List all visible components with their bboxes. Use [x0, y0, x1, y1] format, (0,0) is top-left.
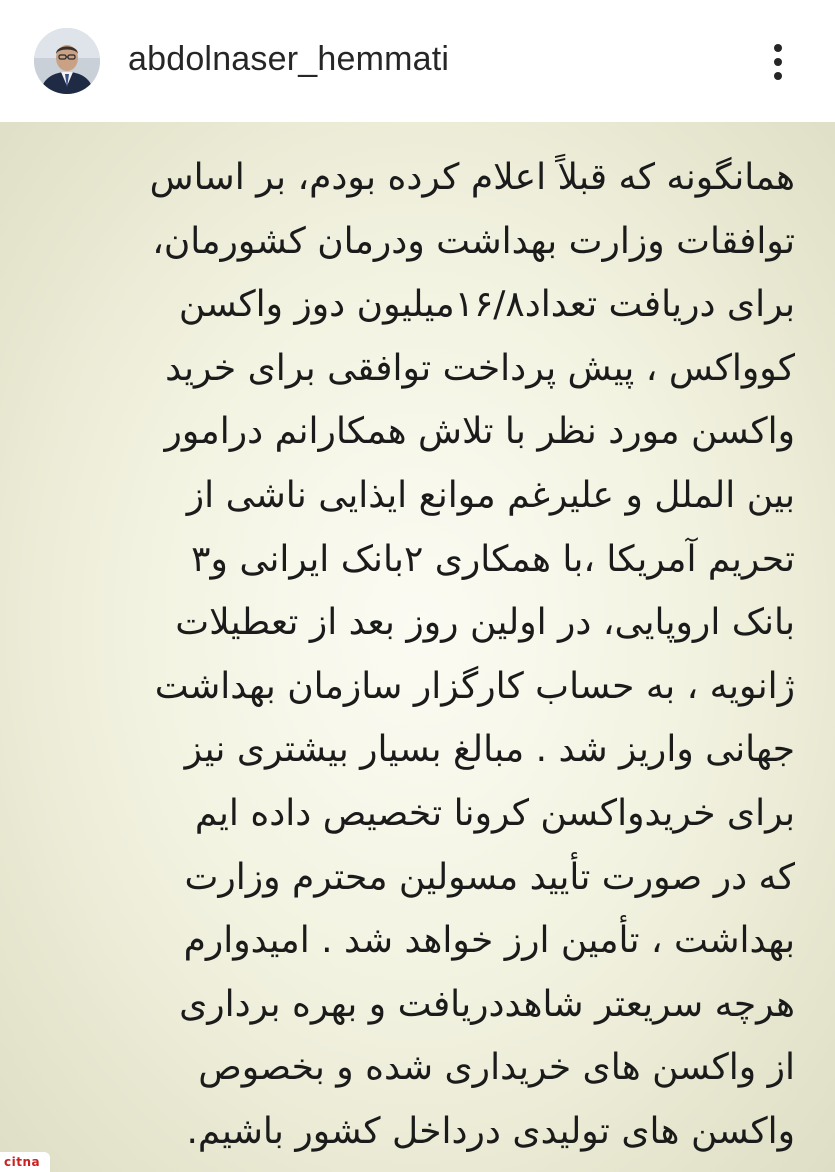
post-line: ژانویه ، به حساب کارگزار سازمان بهداشت — [154, 665, 795, 707]
vertical-ellipsis-icon-dot-2 — [774, 58, 782, 66]
post-line: همانگونه که قبلاً اعلام کرده بودم، بر اساس — [149, 157, 795, 198]
post-line: واکسن های تولیدی درداخل کشور باشیم. — [186, 1110, 795, 1152]
post-line: برای دریافت تعداد۱۶/۸میلیون دوز واکسن — [178, 284, 795, 326]
post-line: کوواکس ، پیش پرداخت توافقی برای خرید — [165, 347, 795, 389]
post-header — [0, 0, 835, 122]
post-line: توافقات وزارت بهداشت ودرمان کشورمان، — [152, 220, 795, 262]
post-line: برای خریدواکسن کرونا تخصیص داده ایم — [194, 792, 795, 834]
avatar-photo — [34, 28, 100, 94]
vertical-ellipsis-icon-dot-3 — [774, 72, 782, 80]
post-text — [40, 146, 795, 1164]
post-line: بین الملل و علیرغم موانع ایذایی ناشی از — [186, 474, 795, 516]
post-line: بانک اروپایی، در اولین روز بعد از تعطیلات — [175, 602, 795, 644]
post-line: هرچه سریعتر شاهددریافت و بهره برداری — [179, 983, 795, 1025]
post-line: تحریم آمریکا ،با همکاری ۲بانک ایرانی و۳ — [191, 538, 795, 580]
post-line: واکسن مورد نظر با تلاش همکارانم درامور — [164, 411, 795, 453]
avatar[interactable] — [34, 28, 100, 94]
post-line: که در صورت تأیید مسولین محترم وزارت — [184, 856, 795, 898]
vertical-ellipsis-icon — [774, 44, 782, 52]
post-line: جهانی واریز شد . مبالغ بسیار بیشتری نیز — [184, 729, 795, 771]
watermark-text: citna — [4, 1155, 41, 1169]
more-options-button[interactable] — [760, 38, 796, 86]
post-line: بهداشت ، تأمین ارز خواهد شد . امیدوارم — [183, 920, 795, 962]
site-watermark — [0, 1152, 50, 1172]
post-image — [0, 122, 835, 1172]
username[interactable]: abdolnaser_hemmati — [128, 40, 450, 78]
post-line: از واکسن های خریداری شده و بخصوص — [198, 1047, 795, 1089]
